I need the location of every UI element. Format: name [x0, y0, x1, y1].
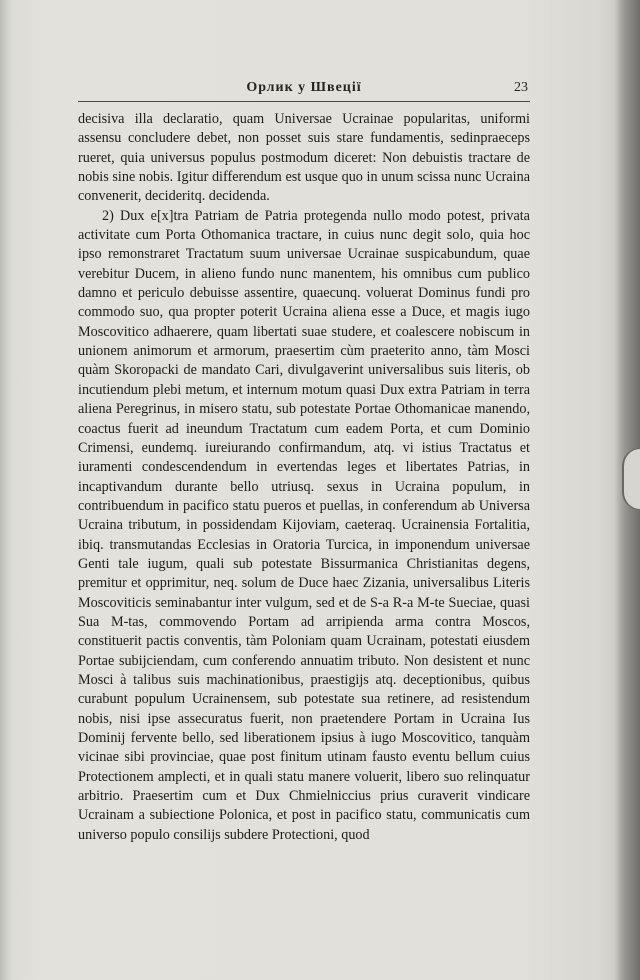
page-number: 23 [514, 80, 528, 95]
running-header [78, 78, 530, 100]
paragraph-continuation: decisiva illa declaratio, quam Universae Ucrainae popularitas, uniformi assensu concludere debet, non posset suis stare fundamentis, sedinpraeceps rueret, quia universus populus postmodum diceret: Non debuistis tractare de nobis sine nobis. Igitur differendum est usque quo in unum scissa nunc Ucraina convenerit, decideritq. decidenda. [78, 111, 530, 205]
page-tab-marker [622, 448, 640, 510]
running-title: Орлик у Швеції [246, 80, 362, 95]
body-text [78, 110, 530, 845]
paragraph-point-2: 2) Dux e[x]tra Patriam de Patria protegenda nullo modo potest, privata activitate cum Porta Othomanica tractare, in cuius nunc degit solo, quia hoc ipso remonstraret Tractatum suum universae Ucrainae suspicabundum, quae verebitur Ducem, in alieno fundo nunc manentem, his omnibus cum publico damno et periculo debuisse assentire, quaecunq. voluerat Dominus fundi pro commodo suo, qua propter poterit Ucraina aliena esse a Duce, et magis iugo Moscovitico adhaerere, quam libertati suae studere, et coalescere nobiscum in unionem animorum et armorum, praesertim cùm praeterito anno, tàm Mosci quàm Skoropacki de mandato Cari, divulgaverint universalibus suis literis, ob incutiendum plebi metum, et internum motum quasi Dux extra Patriam in terra aliena Peregrinus, in misero statu, sub potestate Portae Othomanicae manendo, coactus fuerit ad ineundum Tractatum cum eadem Porta, et cum Dominio Crimensi, eundemq. iureiurando confirmandum, atq. vi istius Tractatus et iuramenti condescendendum in evertendas leges et libertates Patrias, in incaptivandum durante bello utriusq. sexus in Ucraina populum, in contribuendum in pacifico statu pueros et puellas, in conferendum ab Universa Ucraina tributum, in possidendam Kijoviam, caeteraq. Ucrainensia Fortalitia, ibiq. transmutandas Ecclesias in Oratoria Turcica, in imponendum universae Genti tale iugum, quali sub potestate Bissurmanica Christianitas degens, premitur et opprimitur, neq. solum de Duce haec Zizania, universalibus Literis Moscoviticis seminabantur inter vulgum, sed et de S-a R-a M-te Sueciae, quasi Sua M-tas, commovendo Portam ad arripienda arma contra Moscos, constituerit pactis conventis, tàm Poloniam quam Ucrainam, potestati eiusdem Portae subijciendam, cum conferendo annuatim tributo. Non desistent et nunc Mosci à talibus suis machinationibus, praestigijs atq. deceptionibus, quibus curabunt populum Ucrainensem, sub potestate sua retinere, ad resistendum nobis, nisi ipse assecuratus fuerit, non praetendere Portam in Ucraina Ius Dominij fervente bello, sed liberationem ipsius à iugo Moscovitico, tanquàm vicinae sibi provinciae, quae post finitum utinam fausto eventu bellum cuius Protectionem amplecti, et in quali statu manere voluerit, libero suo relinquatur arbitrio. Praesertim cum et Dux Chmielniccius prius curaverit vindicare Ucrainam a subiectione Polonica, et post in pacifico statu, communicatis cum universo populo consilijs subdere Protectioni, quod [78, 207, 530, 843]
header-rule [78, 101, 530, 102]
